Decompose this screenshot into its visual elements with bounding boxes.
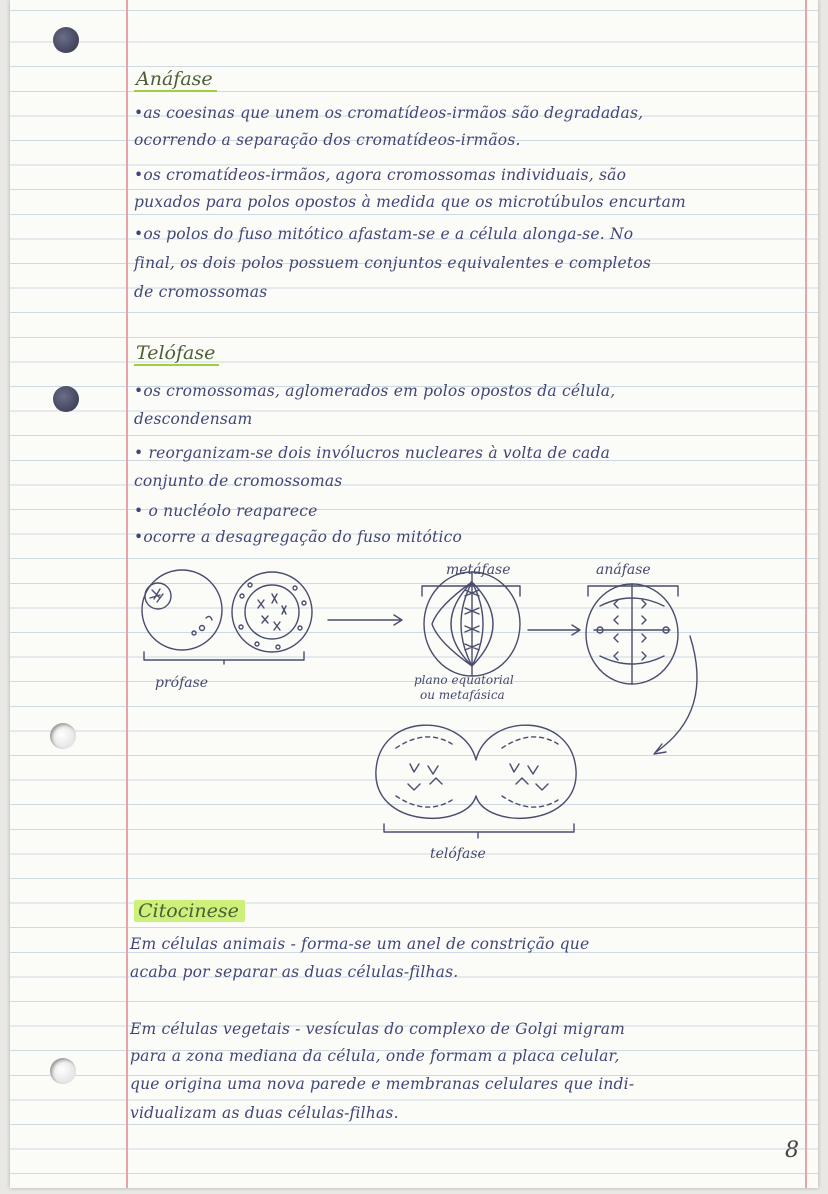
label-telofase: telófase bbox=[430, 846, 486, 862]
label-anafase: anáfase bbox=[596, 562, 651, 578]
text-line: puxados para polos opostos à medida que os microtúbulos encurtam bbox=[134, 193, 686, 211]
text-line: que origina uma nova parede e membranas celulares que indi- bbox=[130, 1075, 635, 1093]
text-line: • reorganizam-se dois invólucros nucleares à volta de cada bbox=[134, 444, 611, 462]
text-line: acaba por separar as duas células-filhas. bbox=[130, 963, 459, 981]
anaphase-cell bbox=[586, 584, 678, 684]
text-line: Em células vegetais - vesículas do complexo de Golgi migram bbox=[130, 1020, 626, 1038]
heading-anafase: Anáfase bbox=[134, 68, 217, 92]
heading-telofase: Telófase bbox=[134, 342, 219, 366]
text-line: Em células animais - forma-se um anel de constrição que bbox=[130, 935, 590, 953]
text-line: •as coesinas que unem os cromatídeos-irmãos são degradadas, bbox=[134, 104, 644, 122]
text-line: de cromossomas bbox=[134, 283, 268, 301]
text-line: conjunto de cromossomas bbox=[134, 472, 343, 490]
heading-citocinese: Citocinese bbox=[134, 900, 245, 922]
text-line: final, os dois polos possuem conjuntos equivalentes e completos bbox=[134, 254, 652, 272]
label-metafasica: ou metafásica bbox=[420, 688, 505, 702]
binder-hole bbox=[50, 1058, 76, 1084]
label-profase: prófase bbox=[155, 675, 209, 691]
text-line: para a zona mediana da célula, onde formam a placa celular, bbox=[130, 1047, 620, 1065]
text-line: •os cromossomas, aglomerados em polos opostos da célula, bbox=[134, 382, 616, 400]
text-line: •os polos do fuso mitótico afastam-se e a célula alonga-se. No bbox=[134, 225, 634, 243]
text-line: ocorrendo a separação dos cromatídeos-irmãos. bbox=[134, 131, 521, 149]
prophase-cell-late bbox=[232, 572, 312, 652]
metaphase-cell bbox=[424, 572, 520, 676]
text-line: •ocorre a desagregação do fuso mitótico bbox=[134, 528, 463, 546]
page-number: 8 bbox=[785, 1138, 799, 1163]
text-line: descondensam bbox=[134, 410, 253, 428]
label-plano-equatorial: plano equatorial bbox=[414, 673, 514, 687]
prophase-cell-early bbox=[142, 570, 222, 650]
telophase-cells bbox=[376, 725, 576, 818]
label-metafase: metáfase bbox=[446, 562, 511, 578]
text-line: • o nucléolo reaparece bbox=[134, 502, 318, 520]
text-line: vidualizam as duas células-filhas. bbox=[130, 1104, 399, 1122]
text-line: •os cromatídeos-irmãos, agora cromossomas individuais, são bbox=[134, 166, 627, 184]
notebook-page bbox=[10, 0, 818, 1188]
mitosis-diagram bbox=[10, 0, 818, 880]
